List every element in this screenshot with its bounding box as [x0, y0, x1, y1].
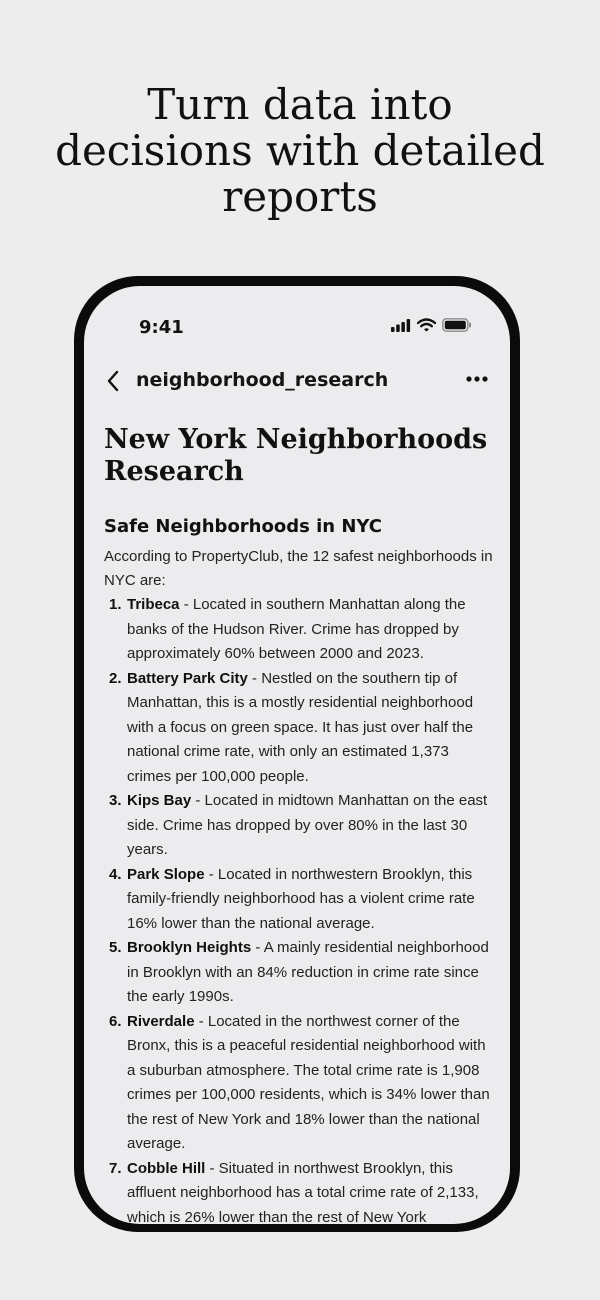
marketing-headline [0, 82, 600, 220]
item-text: - Located in the northwest corner of the Bronx, this is a peaceful residential neighborhood with a suburban atmosphere. The total crime rate is 1,908 crimes per 100,000 residents, which is 34% lower than the rest of New York and 18% lower than the national average. [127, 1012, 490, 1152]
nav-bar [84, 364, 510, 398]
signal-icon [391, 319, 411, 332]
phone-screen [84, 286, 510, 1224]
headline-line-3: reports [222, 172, 378, 221]
neighborhood-list [104, 593, 494, 1224]
item-name: Tribeca [127, 596, 180, 613]
headline-line-2: decisions with detailed [55, 126, 545, 175]
item-name: Riverdale [127, 1012, 195, 1030]
more-horizontal-icon[interactable] [466, 376, 488, 382]
item-text: - Located in northwestern Brooklyn, this family-friendly neighborhood has a violent crime rate 16% lower than the national average. [127, 865, 475, 932]
intro-text: According to PropertyClub, the 12 safest neighborhoods in NYC are: [104, 548, 493, 589]
item-number: 1. [109, 596, 122, 613]
item-name: Battery Park City [127, 669, 248, 687]
item-name: Brooklyn Heights [127, 939, 252, 956]
item-text: - A mainly residential neighborhood in Brooklyn with an 84% reduction in crime rate since the early 1990s. [127, 939, 489, 1005]
list-item [104, 936, 494, 1010]
list-item [104, 667, 494, 790]
item-number: 5. [109, 939, 122, 956]
item-number: 4. [109, 865, 122, 883]
item-name: Kips Bay [127, 792, 192, 809]
list-item [104, 593, 494, 667]
nav-title: neighborhood_research [136, 369, 389, 391]
item-text: - Situated in northwest Brooklyn, this affluent neighborhood has a total crime rate of 2,133, which is 26% lower than the rest of New York [127, 1159, 479, 1224]
chevron-left-icon[interactable] [106, 370, 120, 392]
status-icons [391, 318, 472, 332]
item-number: 7. [109, 1159, 122, 1177]
item-text: - Located in midtown Manhattan on the east side. Crime has dropped by over 80% in the last 30 years. [127, 792, 488, 858]
item-number: 6. [109, 1012, 122, 1030]
item-number: 2. [109, 669, 122, 687]
status-time: 9:41 [139, 317, 184, 338]
section-title: Safe Neighborhoods in NYC [104, 516, 383, 537]
status-bar [84, 286, 510, 356]
battery-icon [442, 318, 472, 332]
list-item [104, 863, 494, 937]
phone-frame [74, 276, 520, 1232]
document-title: New York Neighborhoods Research [104, 424, 488, 487]
item-name: Cobble Hill [127, 1159, 206, 1177]
item-name: Park Slope [127, 865, 205, 883]
list-item [104, 789, 494, 863]
item-text: - Nestled on the southern tip of Manhattan, this is a mostly residential neighborhood with a focus on green space. It has just over half the national crime rate, with only an estimated 1,373 crimes per 100,000 people. [127, 669, 474, 785]
item-text: - Located in southern Manhattan along the banks of the Hudson River. Crime has dropped by approximately 60% between 2000 and 2023. [127, 596, 466, 662]
wifi-icon [417, 318, 436, 332]
list-item [104, 1157, 494, 1225]
headline-line-1: Turn data into [147, 80, 453, 129]
list-item [104, 1010, 494, 1157]
document-content [104, 424, 494, 1224]
item-number: 3. [109, 792, 122, 809]
